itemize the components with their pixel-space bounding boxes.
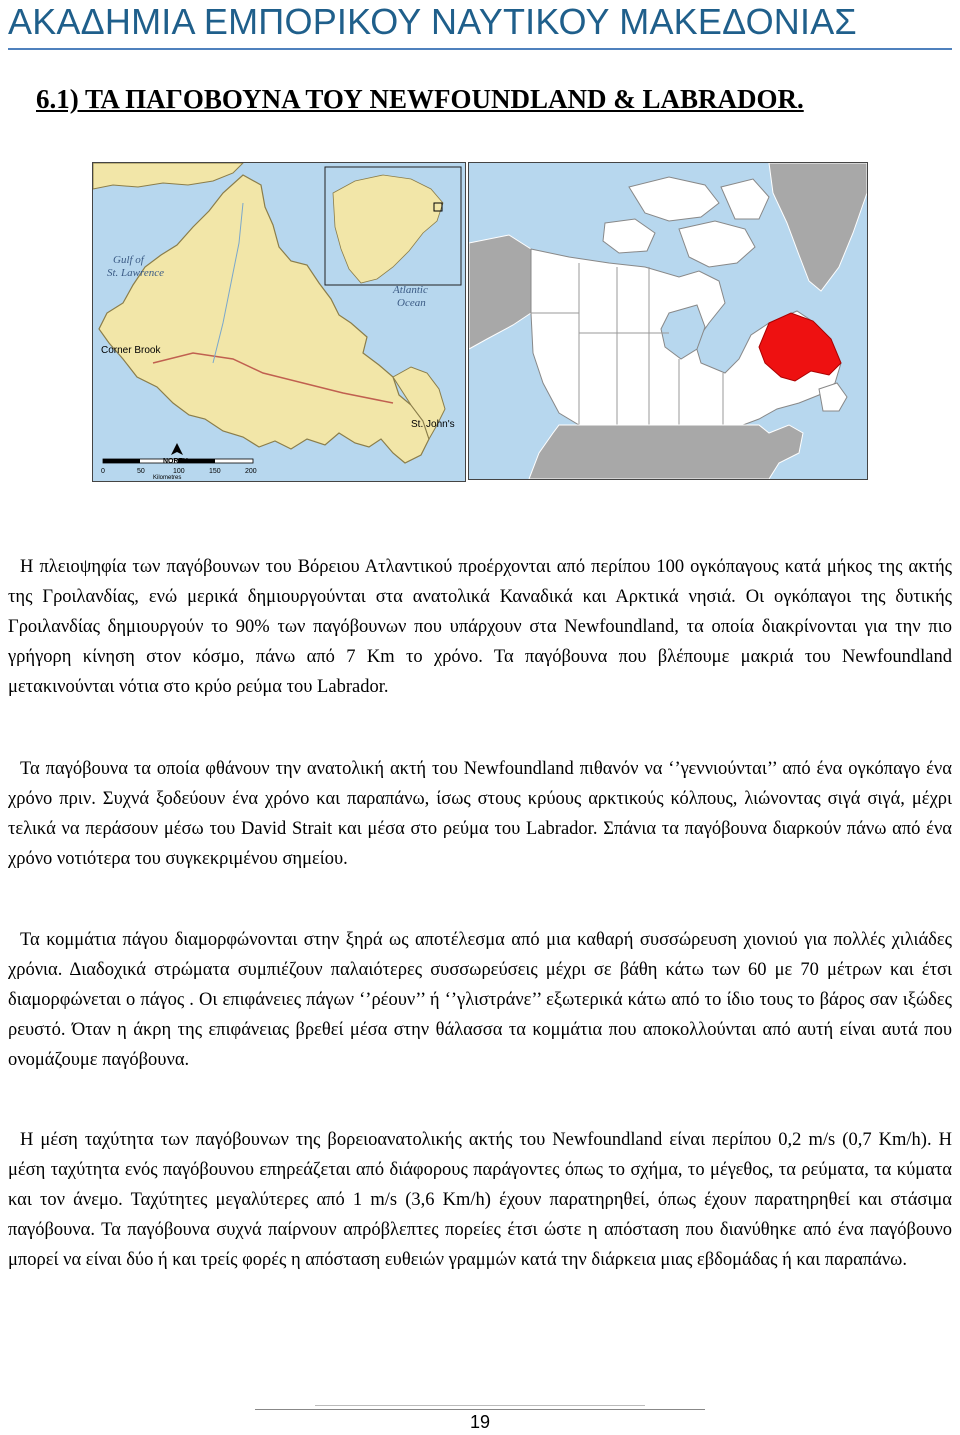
paragraph-3: Τα κομμάτια πάγου διαμορφώνονται στην ξηρά ως αποτέλεσμα από μια καθαρή συσσώρευση χιονιού για πολλές χιλιάδες χρόνια. Διαδοχικά στρώματα συμπιέζουν παλαιότερες συσσωρεύσεις μέχρι σε βάθη κάτω των 60 με 70 μέτρων και έτσι διαμορφώνεται ο πάγος . Οι επιφάνειες πάγων ‘’ρέουν’’ ή ‘’γλιστράνε’’ εξωτερικά κάτω από το ίδιο τους το βάρος σαν ιξώδες ρευστό. Όταν η άκρη της επιφάνειας βρεθεί μέσα στην θάλασσα τα κομμάτια που αποκολλούνται από αυτή είναι αυτά που ονομάζουμε παγόβουνα. [8,930,952,1070]
paragraph-4: Η μέση ταχύτητα των παγόβουνων της βορειοανατολικής ακτής του Newfoundland είναι περίπου 0,2 m/s (0,7 Km/h). Η μέση ταχύτητα ενός παγόβουνου επηρεάζεται από διάφορους παράγοντες όπως το σχήμα, το μέγεθος, τα ρεύματα, τα κύματα και τον άνεμο. Ταχύτητες μεγαλύτερες από 1 m/s (3,6 Km/h) έχουν παρατηρηθεί, όπως έχουν παρατηρηθεί και στάσιμα παγόβουνα. Τα παγόβουνα συχνά παίρνουν απρόβλεπτες πορείες έτσι ώστε η απόσταση που διανύθηκε από ένα παγόβουνο μπορεί να είναι δύο ή και τρείς φορές η απόσταση ευθειών γραμμών κατά την διάρκεια μιας εβδομάδας ή και παραπάνω. [8,1130,952,1270]
scale-label-150: 150 [209,468,221,475]
footer-rule [255,1409,705,1410]
paragraph-2: Τα παγόβουνα τα οποία φθάνουν την ανατολική ακτή του Newfoundland πιθανόν να ‘’γεννιούνται’’ από ένα ογκόπαγο ένα χρόνο πριν. Συχνά ξοδεύουν ένα χρόνο και παραπάνω, ίσως στους κρύους αρκτικούς κόλπους, λιώνοντας σιγά σιγά, μέχρι τελικά να περάσουν μέσω του David Strait και μέσα στο ρεύμα του Labrador. Σπάνια τα παγόβουνα διαρκούν πάνω από ένα χρόνο νοτιότερα του συγκεκριμένου σημείου. [8,759,952,869]
header-rule [8,48,952,50]
header-title: ΑΚΑΔΗΜΙΑ ΕΜΠΟΡΙΚΟΥ ΝΑΥΤΙΚΟΥ ΜΑΚΕΔΟΝΙΑΣ [8,1,857,42]
scale-label-200: 200 [245,468,257,475]
label-gulf-2: St. Lawrence [107,267,165,279]
footer-rule-upper [315,1405,645,1406]
scale-label-100: 100 [173,468,185,475]
scale-kilometres: Kilometres [153,475,182,481]
label-atlantic-2: Ocean [397,297,426,309]
page-number: 19 [469,1412,491,1432]
label-gulf-1: Gulf of [113,254,144,266]
north-label: NORTH [163,458,188,465]
label-st-johns: St. John's [411,419,455,430]
section-title: 6.1) ΤΑ ΠΑΓΟΒΟΥΝΑ ΤΟΥ NEWFOUNDLAND & LABRADOR. [36,84,804,114]
paragraph-1: Η πλειοψηφία των παγόβουνων του Βόρειου Ατλαντικού προέρχονται από περίπου 100 ογκόπαγους κατά μήκος της ακτής της Γροιλανδίας, ενώ μερικά δημιουργούνται στα ανατολικά Καναδικά και Αρκτικά νησιά. Οι ογκόπαγοι της δυτικής Γροιλανδίας δημιουργούν το 90% των παγόβουνων που υπάρχουν στα Newfoundland, τα οποία διακρίνονται για την πιο γρήγορη κίνηση στον κόσμο, πάνω από 7 Km το χρόνο. Τα παγόβουνα που βλέπουμε μακριά του Newfoundland μετακινούνται νότια στο κρύο ρεύμα του Labrador. [8,557,952,697]
label-atlantic-1: Atlantic [393,284,428,296]
canada-map [468,162,868,480]
scale-label-0: 0 [101,468,105,475]
label-corner-brook: Corner Brook [101,345,161,356]
scale-label-50: 50 [137,468,145,475]
newfoundland-map [92,162,466,482]
